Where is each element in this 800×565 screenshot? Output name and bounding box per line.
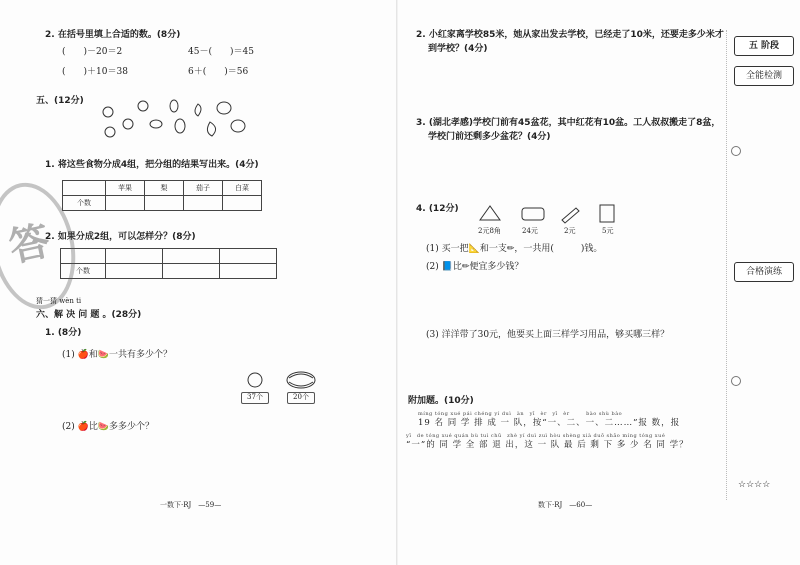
bonus-title: 附加题。(10分) <box>408 396 474 406</box>
eggplant-icon <box>207 122 215 136</box>
melon-count-tag: 20个 <box>287 392 315 404</box>
pencil-icon <box>562 208 579 223</box>
rq4-sub2: (2) 📘比✏便宜多少钱？ <box>426 262 524 272</box>
stamp: 答 <box>0 175 86 317</box>
header-cabbage: 白菜 <box>223 181 262 196</box>
price-notebook: 5元 <box>602 227 614 235</box>
apple-icon <box>248 373 262 387</box>
right-page <box>398 0 800 565</box>
pear-icon <box>150 120 162 128</box>
header-pear: 梨 <box>145 181 184 196</box>
row-label: 个数 <box>63 196 106 211</box>
answer-cell[interactable] <box>106 264 163 279</box>
eq-2: 45－( )＝45 <box>188 47 254 57</box>
bonus-pinyin-2: yī de tóng xué quán bù tuì chū zhè yí duì zuì hòu shèng xià duō shǎo míng tóng xué <box>406 433 666 439</box>
left-page <box>0 0 398 565</box>
pinyin-fragment: 猜一猜 wèn ti <box>36 297 82 305</box>
left-footer: 一数下·RJ —59— <box>160 501 222 509</box>
sort-table-1 <box>62 180 262 211</box>
bonus-pinyin-1: míng tóng xué pái chéng yí duì àn yī èr yī èr bào shù bào <box>418 411 623 417</box>
apple-count-tag: 37个 <box>241 392 269 404</box>
answer-cell[interactable] <box>223 196 262 211</box>
side-dot <box>731 376 741 386</box>
answer-cell[interactable] <box>184 196 223 211</box>
answer-cell[interactable] <box>106 196 145 211</box>
triangle-ruler-icon <box>480 206 500 220</box>
eq-1: ( )－20＝2 <box>62 47 123 57</box>
stationery-pictures <box>476 202 636 224</box>
cabbage-icon <box>231 120 245 132</box>
rating-stars: ☆☆☆☆ <box>738 480 771 490</box>
price-ruler: 2元8角 <box>478 227 501 235</box>
apple-icon <box>103 107 113 117</box>
notebook-icon <box>600 205 614 222</box>
apple-icon <box>138 101 148 111</box>
pear-icon <box>175 119 185 133</box>
section-5-title: 五、(12分) <box>36 96 84 106</box>
answer-cell[interactable] <box>163 264 220 279</box>
side-tag-stage: 五 阶段 <box>734 36 794 56</box>
eq-3: ( )＋10＝38 <box>62 67 128 77</box>
right-footer: 数下·RJ —60— <box>538 501 593 509</box>
side-tag-drill: 合格演练 <box>734 262 794 282</box>
header-apple: 苹果 <box>106 181 145 196</box>
price-pencil-case: 24元 <box>522 227 538 235</box>
sec5-q2: 2. 如果分成2组，可以怎样分？(8分) <box>45 232 196 242</box>
header-eggplant: 茄子 <box>184 181 223 196</box>
q2-title: 2. 在括号里填上合适的数。(8分) <box>45 30 181 40</box>
cabbage-icon <box>217 102 231 114</box>
pencil-case-icon <box>522 208 544 220</box>
eq-4: 6＋( )＝56 <box>188 67 249 77</box>
bonus-line-2: “一”的 同 学 全 部 退 出，这 一 队 最 后 剩 下 多 少 名 同 学？ <box>406 440 689 450</box>
rq3-line2: 学校门前还剩多少盆花？(4分) <box>428 132 551 142</box>
row-label: 个数 <box>61 264 106 279</box>
apple-icon <box>123 119 133 129</box>
answer-cell[interactable] <box>145 196 184 211</box>
answer-cell[interactable] <box>220 264 277 279</box>
bonus-line-1: 19 名 同 学 排 成 一 队，按“一、二、一、二……”报 数，报 <box>418 418 681 428</box>
rq4-title: 4. (12分) <box>416 204 459 214</box>
sec6-q1b: (2) 🍎比🍉多多少个？ <box>62 422 155 432</box>
rq2-line1: 2. 小红家离学校85米，她从家出发去学校，已经走了10米，还要走多少米才 <box>416 30 724 40</box>
rq3-line1: 3. (湖北孝感)学校门前有45盆花，其中红花有10盆。工人叔叔搬走了8盆， <box>416 118 721 128</box>
side-dot <box>731 146 741 156</box>
section-6-title: 六、解 决 问 题 。(28分) <box>36 310 142 320</box>
eggplant-icon <box>195 104 201 116</box>
rq2-line2: 到学校？(4分) <box>428 44 488 54</box>
sort-table-2 <box>60 248 277 279</box>
pear-icon <box>170 100 178 112</box>
rq4-sub1: (1) 买一把📐和一支✏，一共用( )钱。 <box>426 244 603 254</box>
food-picture-group <box>98 98 248 142</box>
side-tag-check: 全能检测 <box>734 66 794 86</box>
price-pencil: 2元 <box>564 227 576 235</box>
apple-icon <box>105 127 115 137</box>
sec6-q1a: (1) 🍎和🍉一共有多少个？ <box>62 350 173 360</box>
sec6-q1: 1. (8分) <box>45 328 82 338</box>
rq4-sub3: (3) 洋洋带了30元，他要买上面三样学习用品，够买哪三样？ <box>426 330 670 340</box>
sec5-q1: 1. 将这些食物分成4组，把分组的结果写出来。(4分) <box>45 160 259 170</box>
